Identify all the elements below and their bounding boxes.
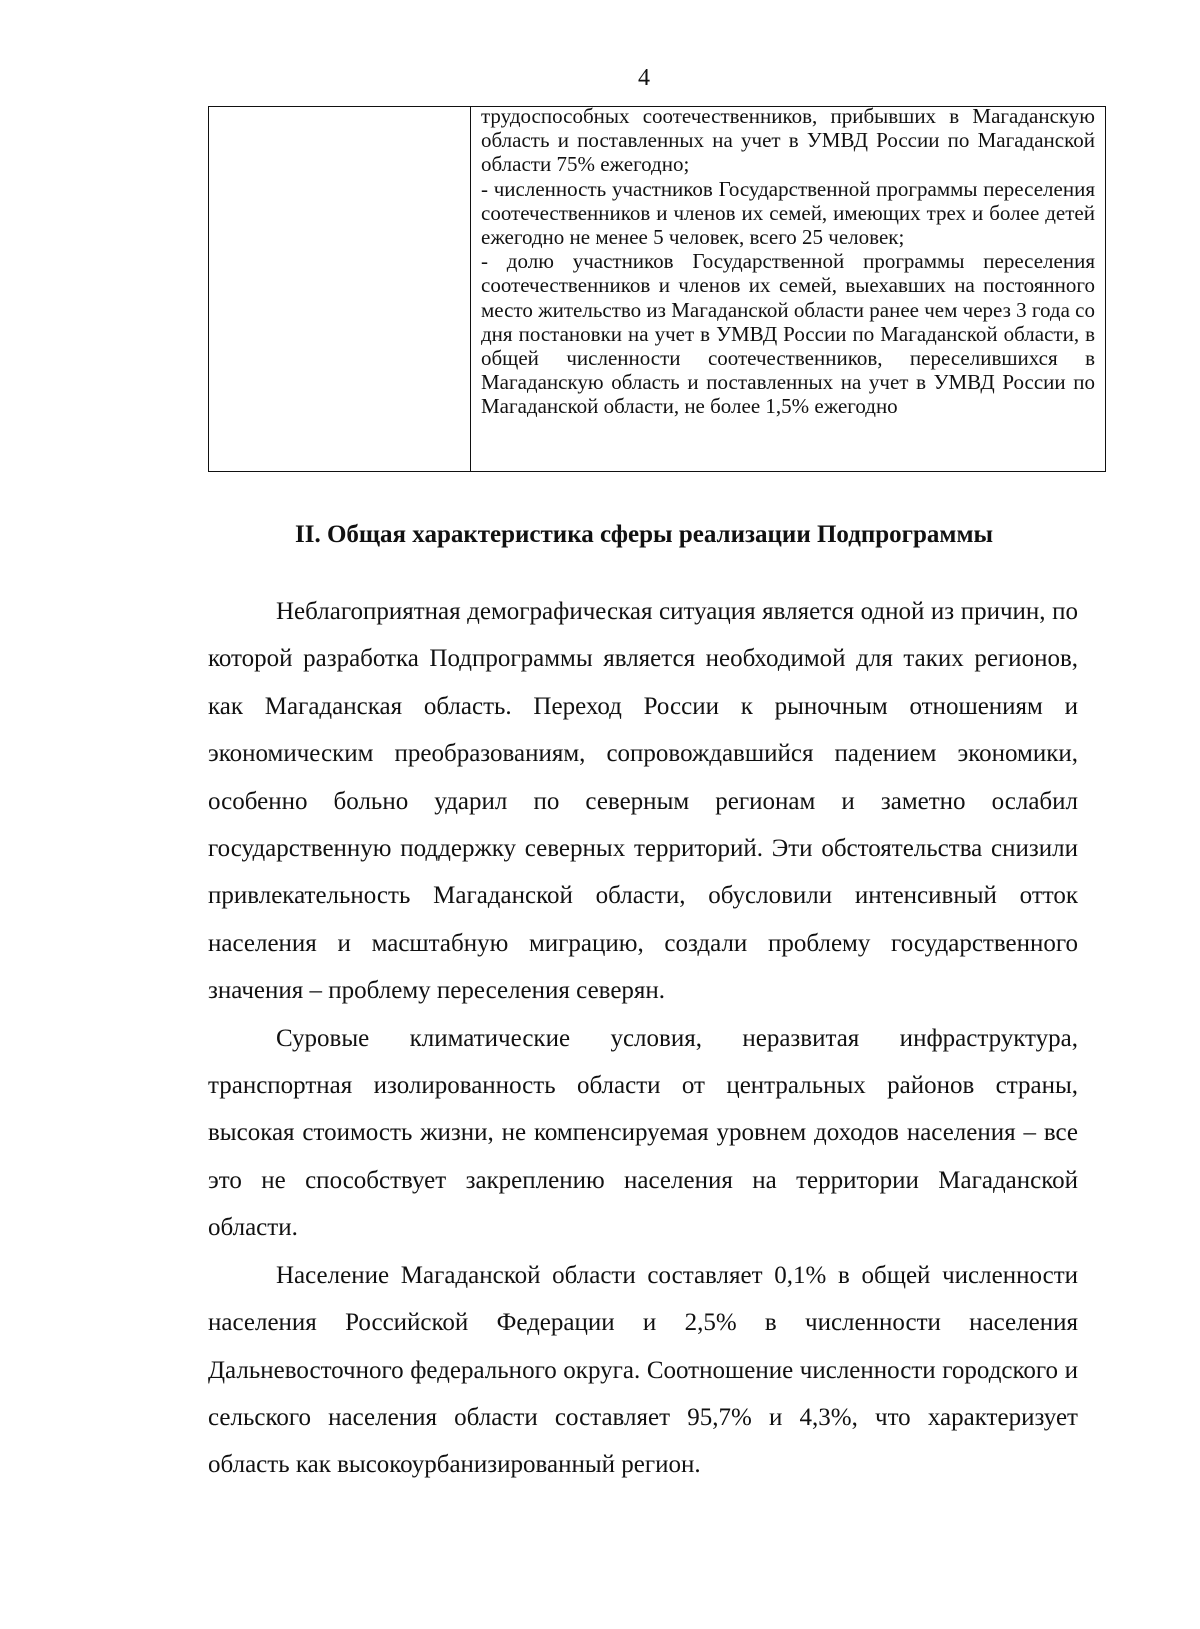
body-paragraph: Неблагоприятная демографическая ситуация является одной из причин, по которой разработка Подпрограммы является необходимой для таких регионов, как Магаданская область. Переход России к рыночным отношениям и экономическим преобразованиям, сопровождавшийся падением экономики, особенно больно ударил по северным регионам и заметно ослабил государственную поддержку северных территорий. Эти обстоятельства снизили привлекательность Магаданской области, обусловили интенсивный отток населения и масштабную миграцию, создали проблему государственного значения – проблему переселения северян. [208, 598, 1078, 1005]
page-number: 4 [638, 65, 650, 91]
section-heading: II. Общая характеристика сферы реализации Подпрограммы [294, 521, 993, 548]
section-body [208, 588, 1078, 1489]
table-cell-left [209, 107, 471, 471]
info-table [208, 106, 1106, 472]
table-cell-right [471, 104, 1105, 471]
body-paragraph: Население Магаданской области составляет 0,1% в общей численности населения Российской Федерации и 2,5% в численности населения Дальневосточного федерального округа. Соотношение численности городского и сельского населения области составляет 95,7% и 4,3%, что характеризует область как высокоурбанизированный регион. [208, 1261, 1078, 1479]
table-paragraph: - численность участников Государственной программы переселения соотечественников и членов их семей, имеющих трех и более детей ежегодно не менее 5 человек, всего 25 человек; [481, 176, 1095, 250]
table-paragraph: трудоспособных соотечественников, прибывших в Магаданскую область и поставленных на учет в УМВД России по Магаданской области 75% ежегодно; [481, 104, 1095, 177]
table-paragraph: - долю участников Государственной программы переселения соотечественников и членов их семей, выехавших на постоянного место жительство из Магаданской области ранее чем через 3 года со дня постановки на учет в УМВД России по Магаданской области, в общей численности соотечественников, переселившихся в Магаданскую область и поставленных на учет в УМВД России по Магаданской области, не более 1,5% ежегодно [481, 249, 1095, 419]
body-paragraph: Суровые климатические условия, неразвитая инфраструктура, транспортная изолированность области от центральных районов страны, высокая стоимость жизни, не компенсируемая уровнем доходов населения – все это не способствует закреплению населения на территории Магаданской области. [208, 1024, 1078, 1242]
